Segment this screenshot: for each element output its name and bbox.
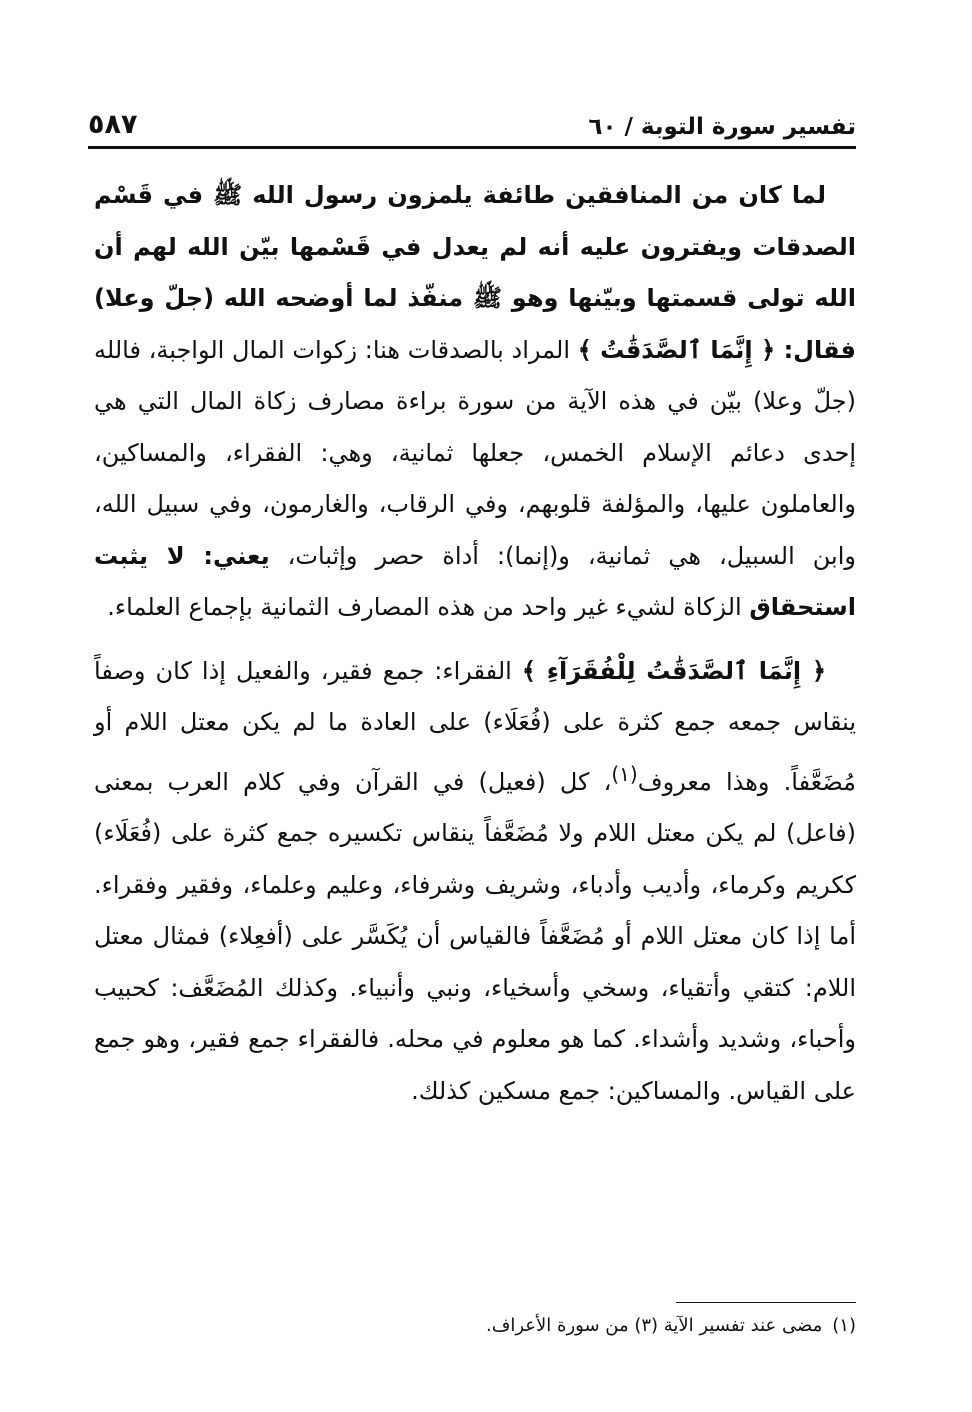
paragraph-1-text-end: الزكاة لشيء غير واحد من هذه المصارف الثمانية بإجماع العلماء. xyxy=(107,593,750,621)
running-title: تفسير سورة التوبة / ٦٠ xyxy=(588,114,856,140)
quran-verse-quote: ﴿ إِنَّمَا ٱلصَّدَقَٰتُ لِلْفُقَرَآءِ ﴾ xyxy=(521,656,827,685)
page-number: ٥٨٧ xyxy=(88,109,138,140)
paragraph-1-bold-phrase: يعني: لا يثبت استحقاق xyxy=(94,541,856,621)
footnote-text: مضى عند تفسير الآية (٣) من سورة الأعراف. xyxy=(485,1315,823,1336)
footnote-number: (١) xyxy=(832,1315,856,1336)
paragraph-2 xyxy=(94,646,856,1118)
paragraph-1-bold-intro: لما كان من المنافقين طائفة يلمزون رسول الله ﷺ في قَسْم الصدقات ويفترون عليه أنه لم يعدل في قَسْمها بيّن الله لهم أن الله تولى قسمتها وبيّنها وهو ﷺ منفّذ لما أوضحه الله (جلّ وعلا) فقال: ﴿ إِنَّمَا ٱلصَّدَقَٰتُ ﴾ xyxy=(94,181,856,364)
main-text xyxy=(94,170,856,1117)
header-divider xyxy=(88,146,856,149)
page-header xyxy=(88,96,856,140)
footnote-divider xyxy=(676,1302,856,1303)
footnote xyxy=(94,1312,856,1340)
paragraph-1-text: المراد بالصدقات هنا: زكوات المال الواجبة، فالله (جلّ وعلا) بيّن في هذه الآية من سورة براءة مصارف زكاة المال التي هي إحدى دعائم الإسلام الخمس، جعلها ثمانية، وهي: الفقراء، والمساكين، والعاملون عليها، والمؤلفة قلوبهم، وفي الرقاب، والغارمون، وفي سبيل الله، وابن السبيل، هي ثمانية، و(إنما): أداة حصر وإثبات، xyxy=(94,335,856,570)
paragraph-2-text-continued: ، كل (فعيل) في القرآن وفي كلام العرب بمعنى (فاعل) لم يكن معتل اللام ولا مُضَعَّفاً ينقاس تكسيره جمع كثرة على (فُعَلَاء) ككريم وكرماء، وأديب وأدباء، وشريف وشرفاء، وعليم وعلماء، وفقير وفقراء. أما إذا كان معتل اللام أو مُضَعَّفاً فالقياس أن يُكَسَّر على (أفعِلاء) فمثال معتل اللام: كتقي وأتقياء، وسخي وأسخياء، ونبي وأنبياء. وكذلك المُضَعَّف: كحبيب وأحباء، وشديد وأشداء. كما هو معلوم في محله. فالفقراء جمع فقير، وهو جمع على القياس. والمساكين: جمع مسكين كذلك. xyxy=(94,767,856,1105)
paragraph-2-text: الفقراء: جمع فقير، والفعيل إذا كان وصفاً ينقاس جمعه جمع كثرة على (فُعَلَاء) على العادة ما لم يكن معتل اللام أو مُضَعَّفاً. وهذا معروف xyxy=(94,656,856,796)
footnote-reference: (١) xyxy=(611,761,638,786)
paragraph-1 xyxy=(94,170,856,634)
